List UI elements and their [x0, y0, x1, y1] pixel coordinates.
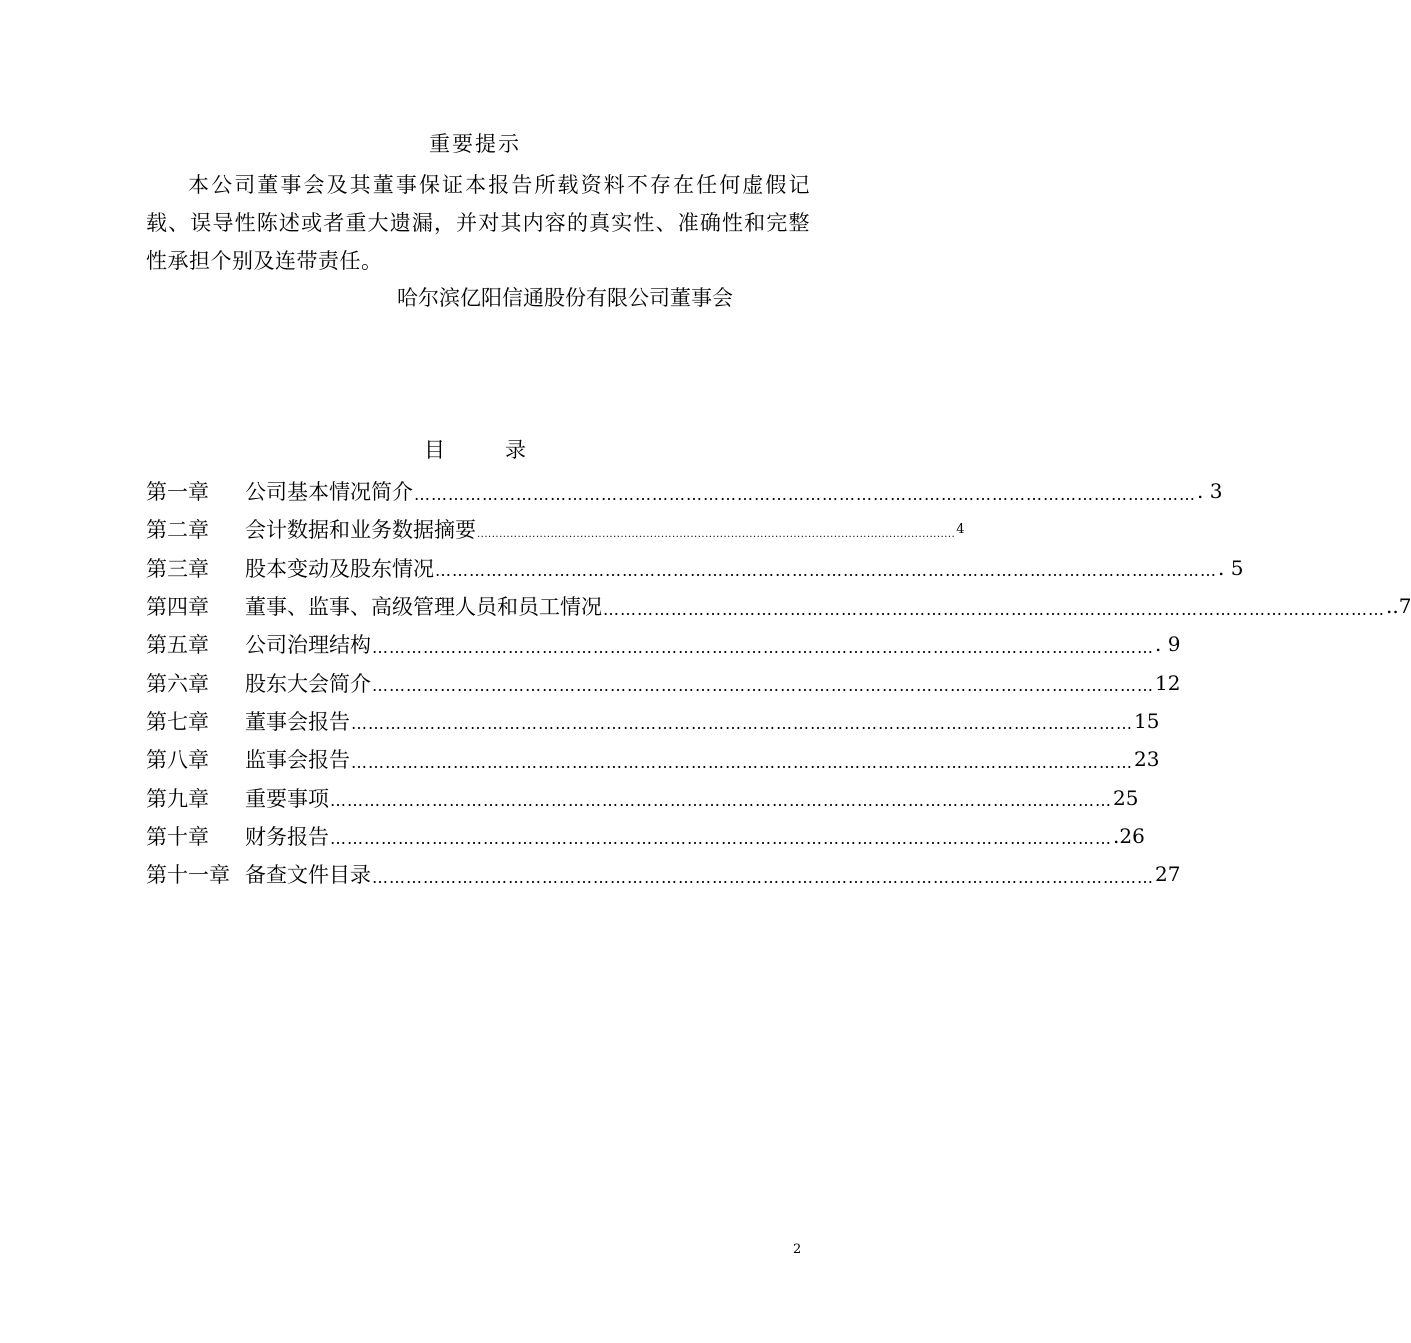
toc-page: 12 — [1155, 670, 1181, 695]
toc-page: . 3 — [1197, 479, 1223, 504]
toc-chapter: 第八章 — [146, 748, 209, 773]
toc-leader: .................................................................................................................................. — [477, 528, 956, 540]
notice-body: 本公司董事会及其董事保证本报告所载资料不存在任何虚假记载、误导性陈述或者重大遗漏，并对其内容的真实性、准确性和完整性承担个别及连带责任。 — [146, 173, 810, 273]
toc-chapter: 第一章 — [146, 480, 209, 505]
toc-entry-title: 备查文件目录 — [245, 863, 371, 888]
board-signature: 哈尔滨亿阳信通股份有限公司董事会 — [397, 286, 733, 310]
toc-entry-title: 会计数据和业务数据摘要 — [245, 518, 476, 543]
toc-page: 27 — [1155, 862, 1181, 887]
toc-chapter: 第九章 — [146, 786, 209, 811]
toc-page: 23 — [1134, 747, 1160, 772]
toc-chapter: 第三章 — [146, 556, 209, 581]
toc-entry-title: 股东大会简介 — [245, 671, 371, 696]
toc-chapter: 第十一章 — [146, 863, 230, 888]
toc-page: 15 — [1134, 708, 1160, 733]
toc-entry-10[interactable] — [146, 817, 1145, 855]
toc-page: ..7 — [1386, 594, 1411, 619]
toc-entry-11[interactable] — [146, 855, 1181, 893]
page-number: 2 — [793, 1242, 802, 1257]
toc-page: .26 — [1113, 823, 1145, 848]
toc-entry-6[interactable] — [146, 663, 1181, 701]
toc-entry-8[interactable] — [146, 740, 1160, 778]
toc-leader: ………………………………………………………………………………………………………………………… — [603, 599, 1385, 619]
toc-title-left: 目 — [424, 438, 445, 462]
toc-entry-title: 监事会报告 — [245, 748, 350, 773]
toc-leader: ………………………………………………………………………………………………………………………… — [414, 484, 1196, 504]
toc-page: . 9 — [1155, 632, 1181, 657]
toc-entry-title: 公司治理结构 — [245, 633, 371, 658]
toc-page: 25 — [1113, 785, 1139, 810]
toc-title — [0, 434, 950, 466]
toc-leader: ………………………………………………………………………………………………………………………… — [351, 714, 1133, 734]
toc-leader: ………………………………………………………………………………………………………………………… — [330, 791, 1112, 811]
toc-entry-2[interactable] — [146, 510, 965, 548]
toc-title-right: 录 — [505, 438, 526, 462]
toc-entry-title: 董事、监事、高级管理人员和员工情况 — [245, 595, 602, 620]
toc-entry-title: 股本变动及股东情况 — [245, 556, 434, 581]
table-of-contents — [146, 472, 1411, 893]
toc-entry-title: 重要事项 — [245, 786, 329, 811]
toc-leader: ………………………………………………………………………………………………………………………… — [330, 829, 1112, 849]
toc-entry-7[interactable] — [146, 702, 1160, 740]
toc-chapter: 第五章 — [146, 633, 209, 658]
toc-chapter: 第十章 — [146, 824, 209, 849]
toc-entry-title: 财务报告 — [245, 824, 329, 849]
toc-leader: ………………………………………………………………………………………………………………………… — [372, 676, 1154, 696]
toc-entry-4[interactable] — [146, 587, 1411, 625]
toc-page: 4 — [956, 521, 965, 537]
toc-entry-9[interactable] — [146, 778, 1139, 816]
toc-entry-5[interactable] — [146, 625, 1181, 663]
toc-entry-title: 公司基本情况简介 — [245, 480, 413, 505]
toc-entry-title: 董事会报告 — [245, 709, 350, 734]
toc-leader: ………………………………………………………………………………………………………………………… — [372, 637, 1154, 657]
notice-title: 重要提示 — [429, 132, 521, 156]
toc-leader: ………………………………………………………………………………………………………………………… — [351, 752, 1133, 772]
toc-entry-3[interactable] — [146, 549, 1244, 587]
toc-chapter: 第七章 — [146, 709, 209, 734]
toc-chapter: 第六章 — [146, 671, 209, 696]
toc-chapter: 第四章 — [146, 595, 209, 620]
toc-chapter: 第二章 — [146, 518, 209, 543]
toc-page: . 5 — [1218, 555, 1244, 580]
toc-leader: ………………………………………………………………………………………………………………………… — [372, 867, 1154, 887]
toc-leader: ………………………………………………………………………………………………………………………… — [435, 561, 1217, 581]
toc-entry-1[interactable] — [146, 472, 1223, 510]
